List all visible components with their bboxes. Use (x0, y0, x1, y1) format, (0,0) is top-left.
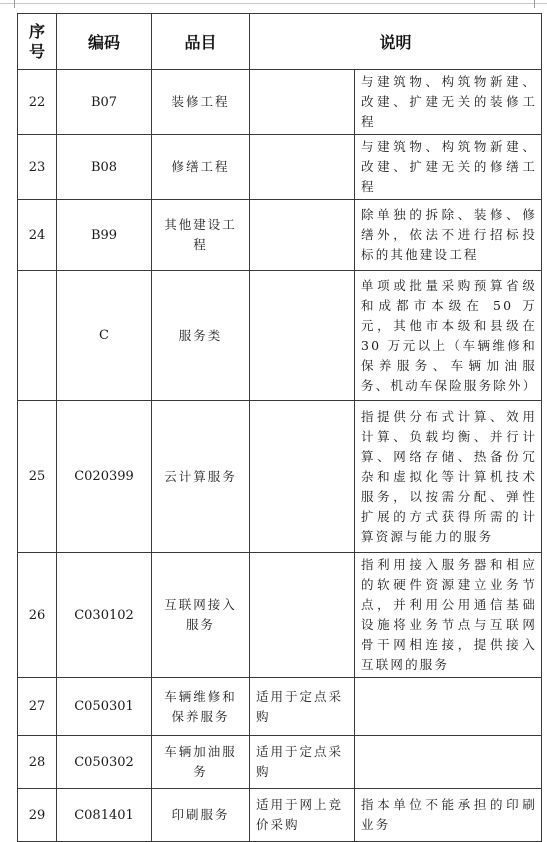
header-seq-line1: 序 (28, 21, 45, 41)
header-seq (18, 14, 57, 70)
cell-code: B07 (57, 70, 152, 135)
table-row (18, 271, 542, 401)
table-row (18, 678, 542, 736)
cell-item: 车辆维修和保养服务 (152, 678, 250, 736)
cell-code: C030102 (57, 553, 152, 678)
cell-item: 装修工程 (152, 70, 250, 135)
cell-item: 其他建设工程 (152, 200, 250, 271)
cell-remark: 适用于网上竞价采购 (250, 789, 355, 842)
cell-desc: 与建筑物、构筑物新建、改建、扩建无关的修缮工程 (355, 135, 542, 200)
cell-seq: 24 (18, 200, 57, 271)
table-row (18, 736, 542, 789)
cell-code: B99 (57, 200, 152, 271)
cell-item: 服务类 (152, 271, 250, 401)
cell-seq (18, 271, 57, 401)
cell-code: C050302 (57, 736, 152, 789)
cell-code: C020399 (57, 401, 152, 553)
cell-item: 印刷服务 (152, 789, 250, 842)
cell-item: 车辆加油服务 (152, 736, 250, 789)
cell-seq: 28 (18, 736, 57, 789)
cell-code: B08 (57, 135, 152, 200)
header-item: 品目 (152, 14, 250, 70)
cell-code: C (57, 271, 152, 401)
cell-remark (250, 70, 355, 135)
cell-seq: 29 (18, 789, 57, 842)
cell-desc: 单项或批量采购预算省级和成都市本级在 50 万元，其他市本级和县级在 30 万元以上（车辆维修和保养服务、车辆加油服务、机动车保险服务除外） (355, 271, 542, 401)
cell-code: C081401 (57, 789, 152, 842)
table-row (18, 553, 542, 678)
cell-item: 修缮工程 (152, 135, 250, 200)
cell-remark (250, 401, 355, 553)
cell-item: 云计算服务 (152, 401, 250, 553)
table-row (18, 70, 542, 135)
cell-desc: 指利用接入服务器和相应的软硬件资源建立业务节点，并利用公用通信基础设施将业务节点与互联网骨干网相连接，提供接入互联网的服务 (355, 553, 542, 678)
cell-desc: 与建筑物、构筑物新建、改建、扩建无关的装修工程 (355, 70, 542, 135)
cell-remark: 适用于定点采购 (250, 678, 355, 736)
table-row (18, 135, 542, 200)
cell-desc: 指本单位不能承担的印刷业务 (355, 789, 542, 842)
page-top-rule (0, 3, 547, 4)
cell-remark (250, 553, 355, 678)
cell-desc (355, 678, 542, 736)
page-corner-mark-left (6, 0, 15, 8)
cell-seq: 23 (18, 135, 57, 200)
cell-item: 互联网接入服务 (152, 553, 250, 678)
table-row (18, 789, 542, 842)
header-desc: 说明 (250, 14, 542, 70)
cell-remark (250, 271, 355, 401)
cell-seq: 27 (18, 678, 57, 736)
table-row (18, 401, 542, 553)
page-corner-mark-right (534, 0, 543, 8)
cell-code: C050301 (57, 678, 152, 736)
cell-remark (250, 135, 355, 200)
header-seq-line2: 号 (28, 41, 45, 61)
table-row (18, 200, 542, 271)
header-row (18, 14, 542, 70)
header-code: 编码 (57, 14, 152, 70)
cell-desc: 除单独的拆除、装修、修缮外，依法不进行招标投标的其他建设工程 (355, 200, 542, 271)
cell-desc: 指提供分布式计算、效用计算、负载均衡、并行计算、网络存储、热备份冗杂和虚拟化等计算机技术服务，以按需分配、弹性扩展的方式获得所需的计算资源与能力的服务 (355, 401, 542, 553)
cell-seq: 25 (18, 401, 57, 553)
procurement-catalog-table (17, 13, 542, 842)
cell-seq: 26 (18, 553, 57, 678)
cell-remark (250, 200, 355, 271)
cell-desc (355, 736, 542, 789)
cell-seq: 22 (18, 70, 57, 135)
cell-remark: 适用于定点采购 (250, 736, 355, 789)
